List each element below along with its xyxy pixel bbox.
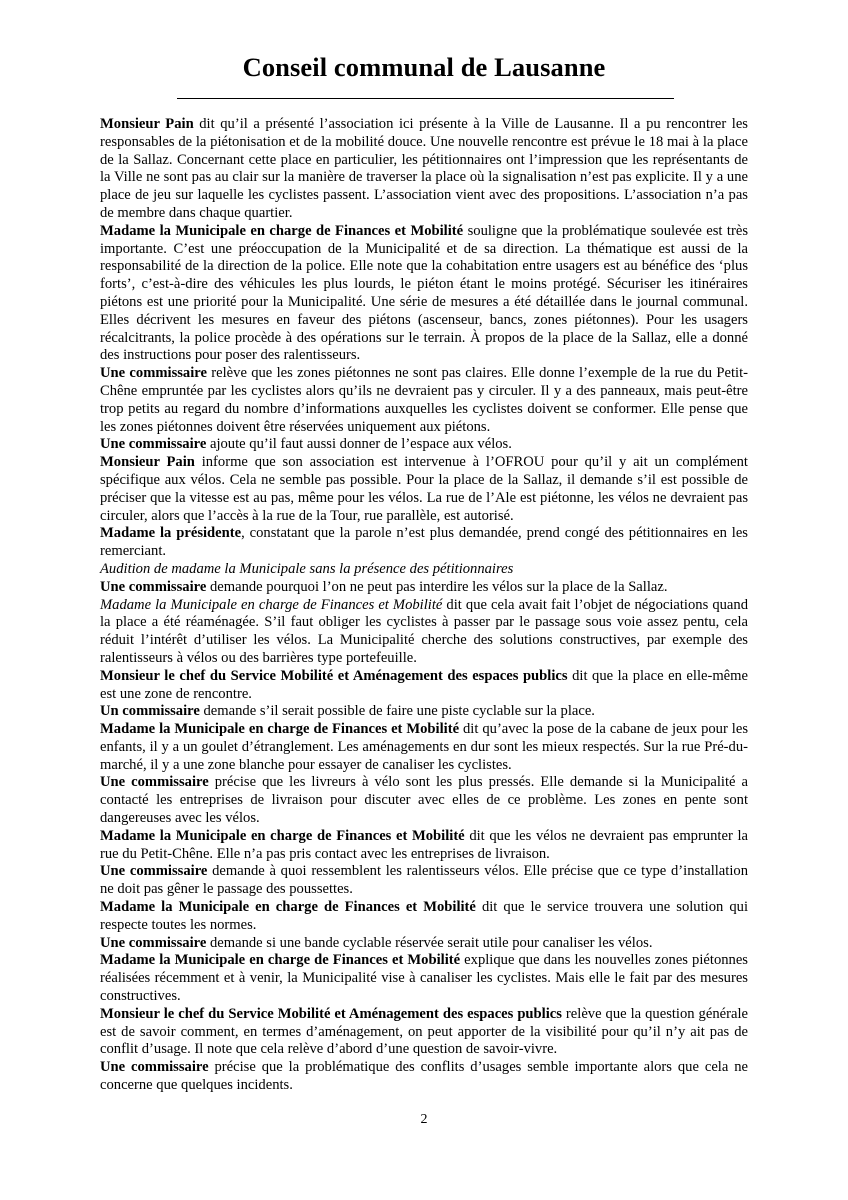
paragraph (100, 721, 748, 774)
paragraph-text: dit que le service trouvera une solution qui respecte toutes les normes. (100, 899, 749, 933)
paragraph-text: demande à quoi ressemblent les ralentisseurs vélos. Elle précise que ce type d’installation ne doit pas gêner le passage des poussettes. (100, 863, 748, 898)
paragraph-text: relève que la question générale est de savoir comment, en termes d’aménagement, on peut apporter de la visibilité pour qu’il n’y ait pas de conflit d’usage. Il note que cela relève d’abord d’une question de savoir-vivre. (100, 1005, 748, 1058)
paragraph-text: explique que dans les nouvelles zones piétonnes réalisées récemment et à venir, la Municipalité vise à canaliser les cyclistes. Mais elle le fait par des mesures constructives. (100, 952, 748, 1005)
page-title: Conseil communal de Lausanne (242, 52, 606, 82)
paragraph (100, 828, 748, 864)
document-body (100, 116, 748, 1095)
paragraph (100, 863, 748, 899)
paragraph-text: demande s’il serait possible de faire une piste cyclable sur la place. (199, 703, 595, 720)
paragraph (100, 899, 748, 935)
paragraph-text: dit que les vélos ne devraient pas emprunter la rue du Petit-Chêne. Elle n’a pas pris contact avec les entreprises de livraison. (100, 827, 748, 862)
paragraph-text: précise que la problématique des conflits d’usages semble importante alors que cela ne concerne que quelques incidents. (100, 1059, 748, 1094)
paragraph-text: ajoute qu’il faut aussi donner de l’espace aux vélos. (206, 436, 512, 453)
speaker-name: Madame la présidente (100, 525, 242, 542)
paragraph-text: dit qu’il a présenté l’association ici présente à la Ville de Lausanne. Il a pu rencontrer les responsables de la piétonisation et de la mobilité douce. Une nouvelle rencontre est prévue le 18 mai à la place de la Sallaz. Concernant cette place en particulier, les pétitionnaires ont l’impression que les représentants de la Ville ne sont pas au clair sur la manière de traverser la place où la signalisation n’est pas explicite. Il y a une place de jeu sur laquelle les cyclistes passent. L’association vient avec des propositions. L’association n’a pas de membre dans chaque quartier. (100, 116, 748, 221)
paragraph (100, 454, 748, 525)
speaker-name: Une commissaire (100, 1059, 209, 1076)
header-rule (177, 98, 674, 99)
paragraph (100, 668, 748, 704)
paragraph-text: , constatant que la parole n’est plus demandée, prend congé des pétitionnaires en les remerciant. (100, 525, 748, 560)
section-subheading: Audition de madame la Municipale sans la présence des pétitionnaires (100, 560, 514, 577)
paragraph-text: dit que cela avait fait l’objet de négociations quand la place a été réaménagée. S’il faut obliger les cyclistes à passer par le passage sous voie assez pentu, cela réduit l’intérêt d’utiliser les vélos. La Municipalité cherche des solutions constructives, par exemple des ralentisseurs à vélos ou des barrières type portefeuille. (100, 596, 748, 666)
speaker-name: Monsieur le chef du Service Mobilité et Aménagement des espaces publics (100, 1005, 562, 1022)
speaker-name: Madame la Municipale en charge de Finances et Mobilité (100, 222, 464, 239)
page-number: 2 (420, 1112, 428, 1127)
paragraph-text: demande pourquoi l’on ne peut pas interdire les vélos sur la place de la Sallaz. (206, 578, 668, 595)
speaker-name: Monsieur le chef du Service Mobilité et Aménagement des espaces publics (100, 667, 568, 684)
paragraph (100, 597, 748, 668)
paragraph-text: informe que son association est intervenue à l’OFROU pour qu’il y ait un complément spécifique aux vélos. Cela ne semble pas possible. Pour la place de la Sallaz, il demande s’il est possible de préciser que la vitesse est au pas, même pour les vélos. La rue de l’Ale est piétonne, les vélos ne devraient pas circuler, alors que l’accès à la rue de la Tour, rue parallèle, est autorisé. (100, 454, 748, 524)
speaker-name: Une commissaire (100, 365, 207, 382)
speaker-name: Un commissaire (100, 703, 200, 720)
speaker-name: Une commissaire (100, 578, 207, 595)
paragraph (100, 365, 748, 436)
paragraph (100, 952, 748, 1005)
speaker-name: Madame la Municipale en charge de Finances et Mobilité (100, 827, 465, 844)
speaker-name: Une commissaire (100, 436, 207, 453)
paragraph (100, 436, 748, 454)
paragraph (100, 223, 748, 365)
paragraph-text: souligne que la problématique soulevée est très importante. C’est une préoccupation de la Municipalité et de sa direction. La thématique est aussi de la responsabilité de la direction de la police. Elle note que la cohabitation entre usagers est au bénéfice des ‘plus forts’, c’est-à-dire des véhicules les plus lourds, le piéton étant le moins protégé. Sécuriser les itinéraires piétons est une priorité pour la Municipalité. Une série de mesures a été détaillée dans le journal communal. Elles décrivent les mesures en faveur des piétons (ascenseur, bancs, zones piétonnes). Pour les usagers récalcitrants, la police procède à des opérations sur le terrain. À propos de la place de la Sallaz, elle a donné des instructions pour poser des ralentisseurs. (100, 222, 749, 364)
speaker-name: Une commissaire (100, 863, 208, 880)
paragraph-text: dit qu’avec la pose de la cabane de jeux pour les enfants, il y a un goulet d’étranglement. Les aménagements en dur sont les mieux respectés. Sur la rue Pré-du-marché, il y a une zone blanche pour essayer de canaliser les cyclistes. (100, 721, 748, 773)
paragraph-text: dit que la place en elle-même est une zone de rencontre. (100, 667, 748, 702)
speaker-name: Monsieur Pain (100, 454, 195, 471)
speaker-name: Madame la Municipale en charge de Finances et Mobilité (100, 721, 460, 738)
paragraph (100, 579, 748, 597)
speaker-name: Madame la Municipale en charge de Finances et Mobilité (100, 952, 461, 969)
speaker-name: Madame la Municipale en charge de Finances et Mobilité (100, 596, 443, 613)
paragraph-text: demande si une bande cyclable réservée serait utile pour canaliser les vélos. (206, 934, 653, 951)
paragraph (100, 1059, 748, 1095)
paragraph-text: relève que les zones piétonnes ne sont pas claires. Elle donne l’exemple de la rue du Petit-Chêne empruntée par les cyclistes alors qu’ils ne devraient pas y circuler. Il y a des panneaux, mais peut-être trop petits au regard du nombre d’informations auxquelles les cyclistes doivent se conformer. Elle pense que les zones piétonnes doivent être réservées uniquement aux piétons. (100, 365, 749, 435)
speaker-name: Une commissaire (100, 934, 207, 951)
paragraph-text: précise que les livreurs à vélo sont les plus pressés. Elle demande si la Municipalité a contacté les entreprises de livraison pour discuter avec elles de ce problème. Les zones en pente sont dangereuses avec les vélos. (100, 774, 748, 827)
paragraph (100, 703, 748, 721)
speaker-name: Une commissaire (100, 774, 209, 791)
paragraph (100, 525, 748, 561)
speaker-name: Madame la Municipale en charge de Finances et Mobilité (100, 899, 476, 916)
paragraph (100, 774, 748, 827)
paragraph (100, 116, 748, 223)
paragraph (100, 935, 748, 953)
speaker-name: Monsieur Pain (100, 116, 194, 132)
paragraph (100, 1006, 748, 1059)
